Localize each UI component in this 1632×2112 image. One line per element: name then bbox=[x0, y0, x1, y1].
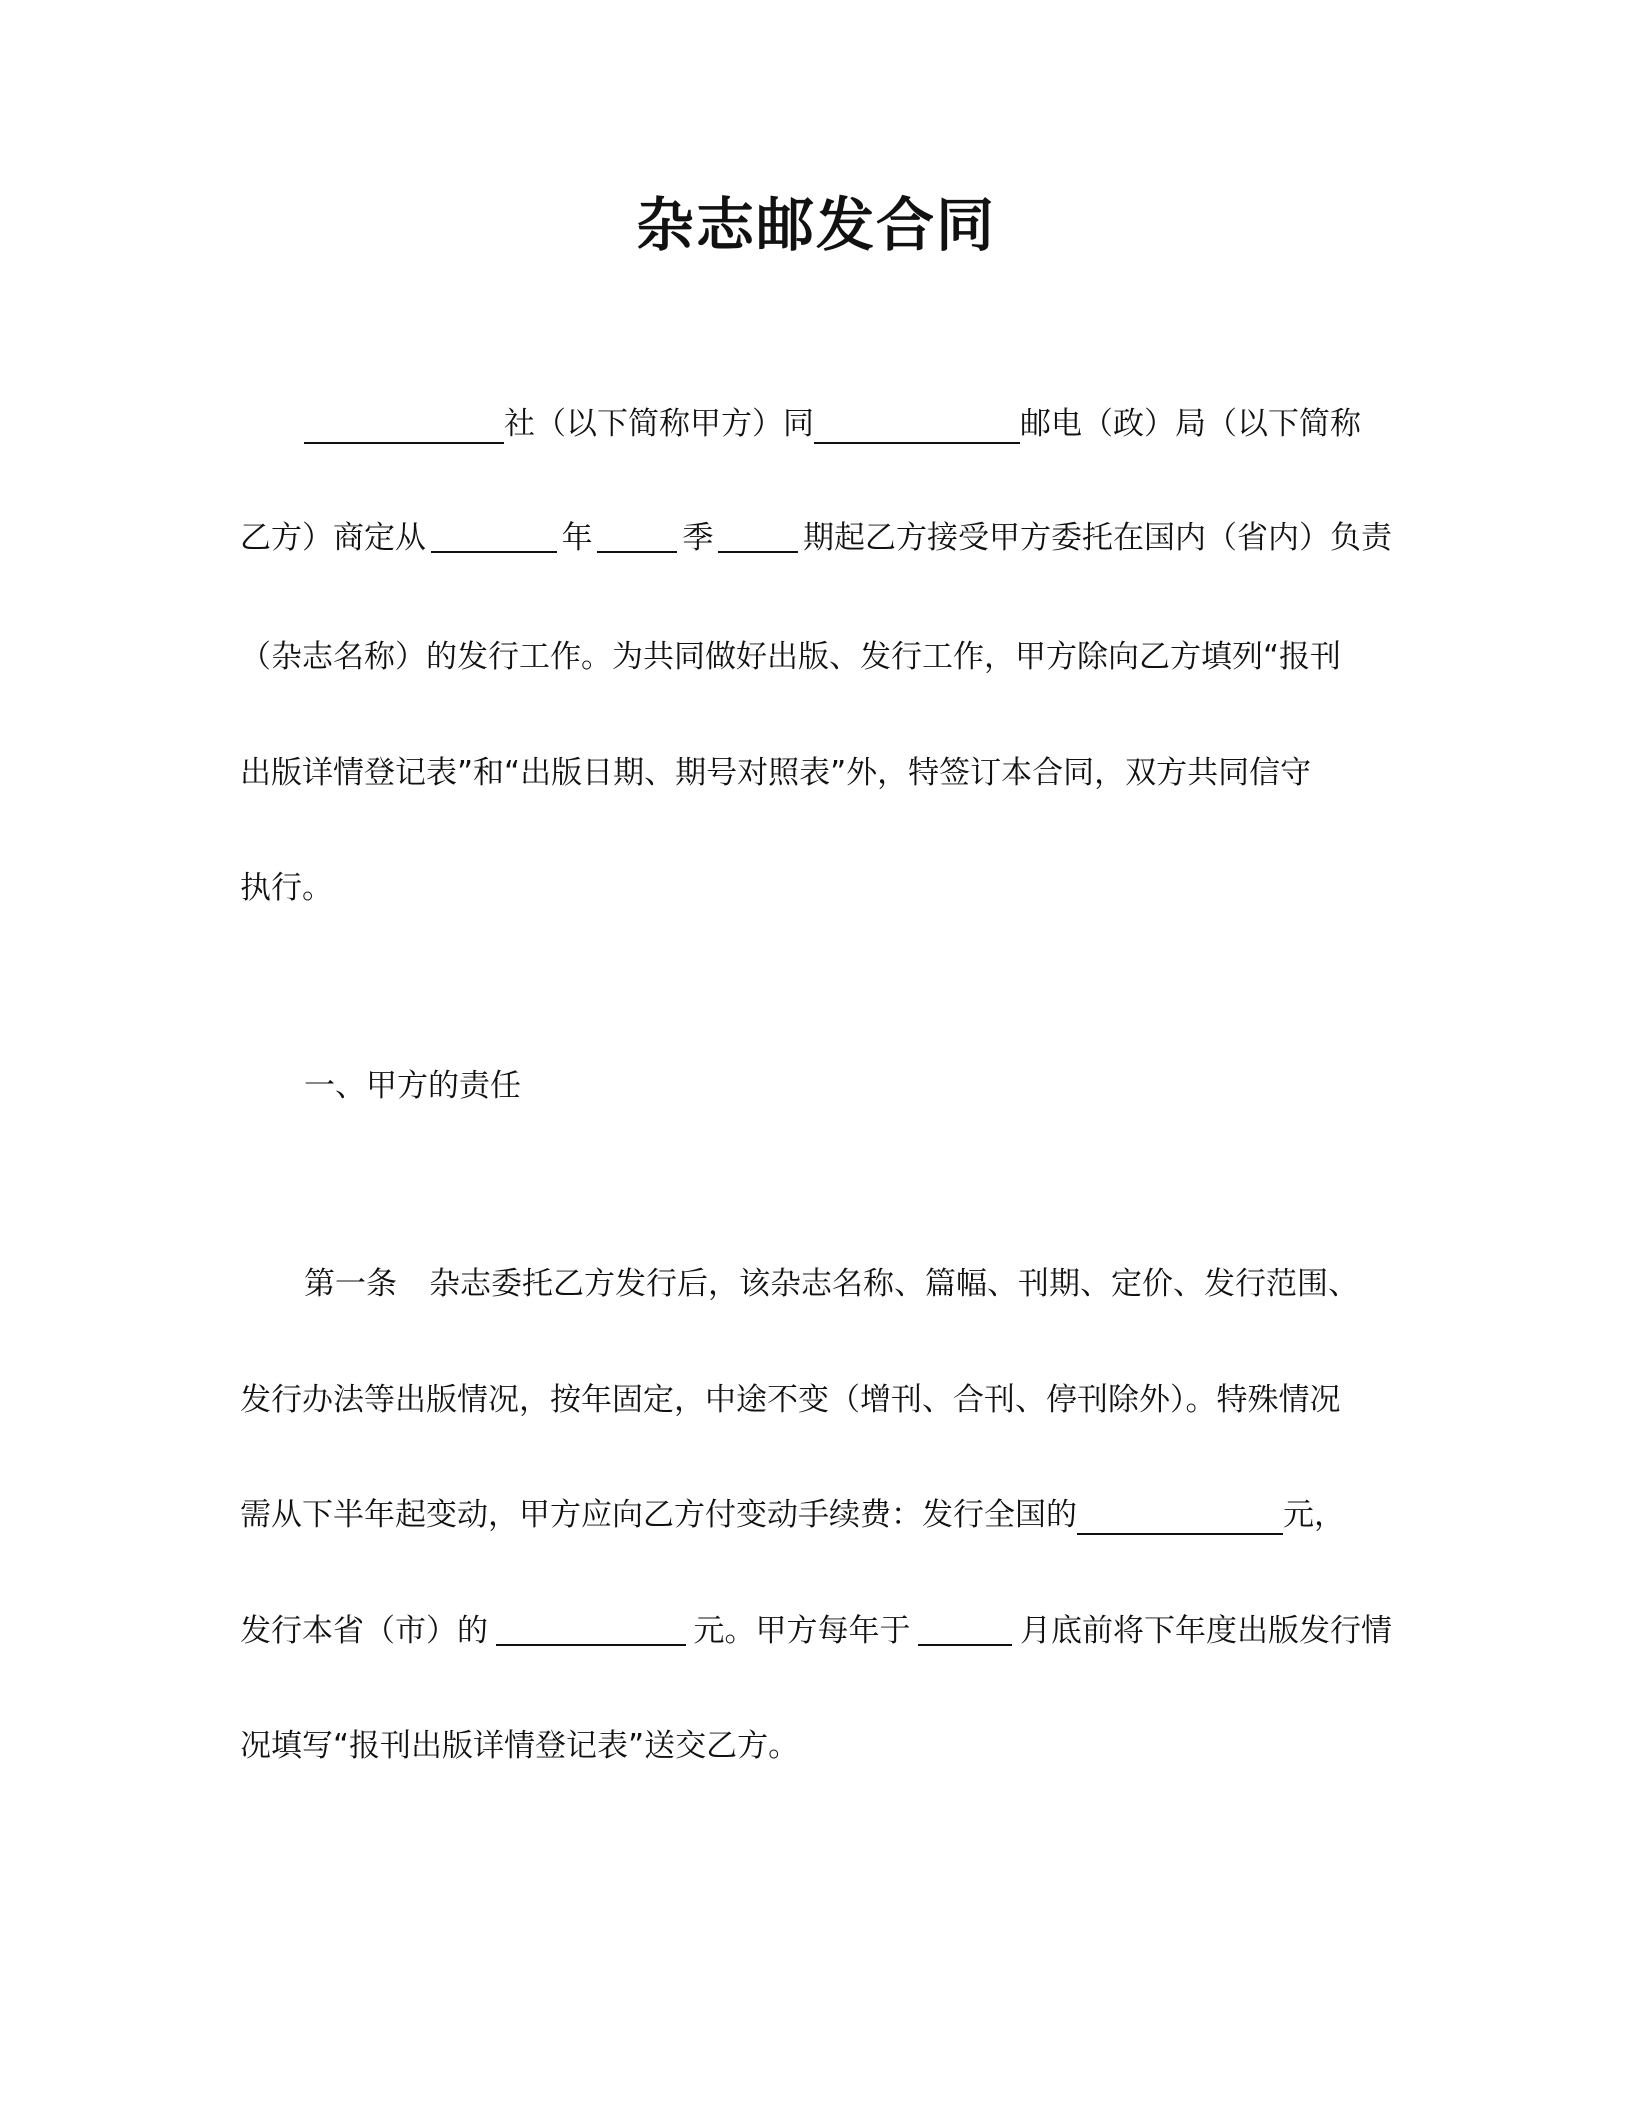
start-season-blank[interactable] bbox=[597, 518, 677, 553]
intro-line-4: 出版详情登记表”和“出版日期、期号对照表”外，特签订本合同，双方共同信守 bbox=[240, 755, 1312, 791]
provincial-fee-blank[interactable] bbox=[496, 1611, 686, 1646]
deadline-month-blank[interactable] bbox=[918, 1611, 1012, 1646]
section-heading-1: 一、甲方的责任 bbox=[304, 1068, 521, 1104]
start-year-blank[interactable] bbox=[431, 518, 557, 553]
post-office-name-blank[interactable] bbox=[814, 409, 1020, 444]
intro-line-3: （杂志名称）的发行工作。为共同做好出版、发行工作，甲方除向乙方填列“报刊 bbox=[240, 639, 1342, 675]
start-issue-blank[interactable] bbox=[718, 518, 798, 553]
national-fee-blank[interactable] bbox=[1077, 1500, 1283, 1535]
publisher-name-blank[interactable] bbox=[304, 409, 504, 444]
document-title: 杂志邮发合同 bbox=[635, 191, 996, 259]
intro-line-1: 社（以下简称甲方）同 邮电（政）局（以下简称 bbox=[240, 404, 1392, 444]
article-1-line-3: 需从下半年起变动，甲方应向乙方付变动手续费：发行全国的 元， bbox=[240, 1497, 1345, 1533]
intro-line-2: 乙方）商定从 年 季 期起乙方接受甲方委托在国内（省内）负责 bbox=[240, 520, 1392, 556]
intro-line-5: 执行。 bbox=[240, 870, 333, 906]
article-1-line-1: 第一条 杂志委托乙方发行后，该杂志名称、篇幅、刊期、定价、发行范围、 bbox=[304, 1266, 1359, 1302]
article-1-line-2: 发行办法等出版情况，按年固定，中途不变（增刊、合刊、停刊除外）。特殊情况 bbox=[240, 1382, 1341, 1418]
article-1-line-5: 况填写“报刊出版详情登记表”送交乙方。 bbox=[240, 1728, 800, 1764]
article-1-line-4: 发行本省（市）的 元。甲方每年于 月底前将下年度出版发行情 bbox=[240, 1613, 1392, 1649]
